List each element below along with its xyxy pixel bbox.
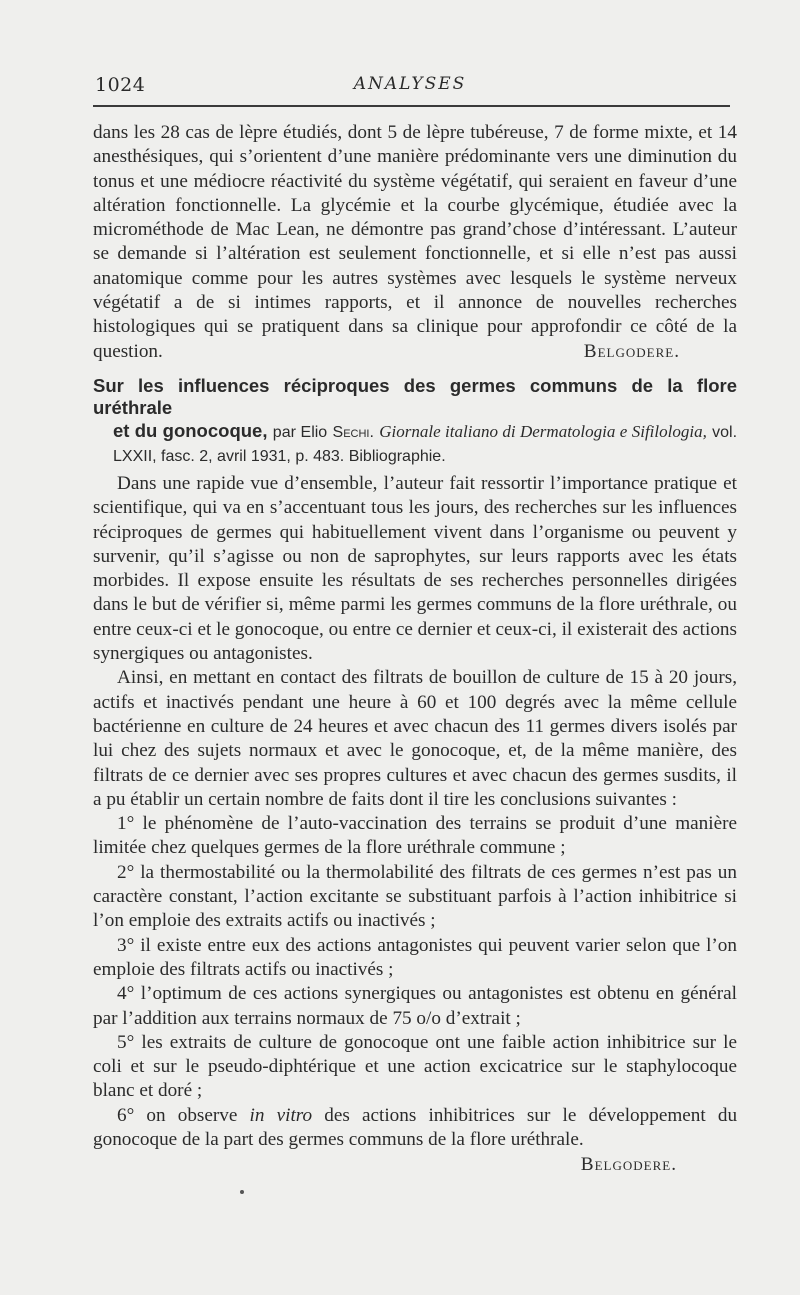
conclusion-6 <box>93 1104 737 1153</box>
article-title-cont <box>93 420 737 469</box>
prev-article-paragraph <box>93 121 737 364</box>
article-by: par Elio <box>272 423 328 441</box>
article-journal: Giornale italiano di Dermatologia e Sifilologia, <box>379 421 707 441</box>
article-signature: Belgodere. <box>580 1154 677 1176</box>
running-head: ANALYSES <box>353 74 467 94</box>
conclusion-2: 2° la thermostabilité ou la thermolabilité des filtrats de ces germes n’est pas un caractère constant, l’action excitante se substituant parfois à l’action inhibitrice si l’on emploie des extraits actifs ou inactivés ; <box>93 861 737 932</box>
header-rule <box>93 105 730 107</box>
conclusion-3: 3° il existe entre eux des actions antagonistes qui peuvent varier selon que l’on emploie des filtrats actifs ou inactivés ; <box>93 934 737 980</box>
article-title-line1: Sur les influences réciproques des germes communs de la flore uréthrale <box>93 374 737 419</box>
page-header <box>95 74 725 98</box>
page-body <box>93 121 737 1178</box>
article-title <box>93 375 737 469</box>
conclusion-6-italic: in vitro <box>249 1104 313 1126</box>
article-reference: vol. LXXII, fasc. 2, avril 1931, p. 483. Bibliographie. <box>113 423 738 466</box>
ink-speck <box>240 1190 244 1194</box>
article-paragraph-1: Dans une rapide vue d’ensemble, l’auteur fait ressortir l’importance pratique et scientifique, qui va en s’accentuant tous les jours, des recherches sur les influences réciproques de germes qui habituellement vivent dans l’organisme ou peuvent y survenir, qu’il s’agisse ou non de saprophytes, sur leurs rapports avec les états morbides. Il expose ensuite les résultats de ses recherches personnelles dirigées dans le but de vérifier si, même parmi les germes communs de la flore uréthrale, ou entre ceux-ci et le gonocoque, ou entre ce dernier et ceux-ci, il existerait des actions synergiques ou antagonistes. <box>93 472 737 665</box>
prev-article-signature: Belgodere. <box>583 340 680 362</box>
article-author: Sechi. <box>332 423 374 441</box>
article-paragraph-2: Ainsi, en mettant en contact des filtrats de bouillon de culture de 15 à 20 jours, actifs et inactivés pendant une heure à 60 et 100 degrés avec la même cellule bactérienne en culture de 24 heures et avec chacun des 11 germes divers isolés par lui chez des sujets normaux et avec le gonocoque, et, de la même manière, des filtrats de ce dernier avec ses propres cultures et avec chacun des germes susdits, il a pu établir un certain nombre de faits dont il tire les conclusions suivantes : <box>93 667 737 810</box>
page-number: 1024 <box>95 74 146 96</box>
conclusion-6-post: des actions inhibitrices sur le développement du gonocoque de la part des germes communs de la flore uréthrale. <box>93 1104 738 1150</box>
prev-article-text: dans les 28 cas de lèpre étudiés, dont 5 de lèpre tubéreuse, 7 de forme mixte, et 14 anesthésiques, qui s’orientent d’une manière prédominante vers une diminution du tonus et une médiocre réactivité du système végétatif, qui seraient en faveur d’une altération fonctionnelle. La glycémie et la courbe glycémique, étudiée avec la microméthode de Mac Lean, ne démontre pas grand’chose d’intéressant. L’auteur se demande si l’altération est seulement fonctionnelle, et si elle n’est pas aussi anatomique comme pour les autres systèmes avec lesquels le système nerveux végétatif a de si intimes rapports, et il annonce de nouvelles recherches histologiques qui se pratiquent dans sa clinique pour approfondir ce côté de la question. <box>93 122 737 362</box>
conclusion-5: 5° les extraits de culture de gonocoque ont une faible action inhibitrice sur le coli et sur le pseudo-diphtérique et une action excicatrice sur le staphylocoque blanc et doré ; <box>93 1031 737 1102</box>
article-title-line2: et du gonocoque, <box>113 419 268 441</box>
conclusion-1: 1° le phénomène de l’auto-vaccination des terrains se produit d’une manière limitée chez quelques germes de la flore uréthrale commune ; <box>93 813 737 859</box>
conclusion-6-pre: 6° on observe <box>117 1104 238 1126</box>
conclusion-4: 4° l’optimum de ces actions synergiques ou antagonistes est obtenu en général par l’addition aux terrains normaux de 75 o/o d’extrait ; <box>93 983 737 1029</box>
